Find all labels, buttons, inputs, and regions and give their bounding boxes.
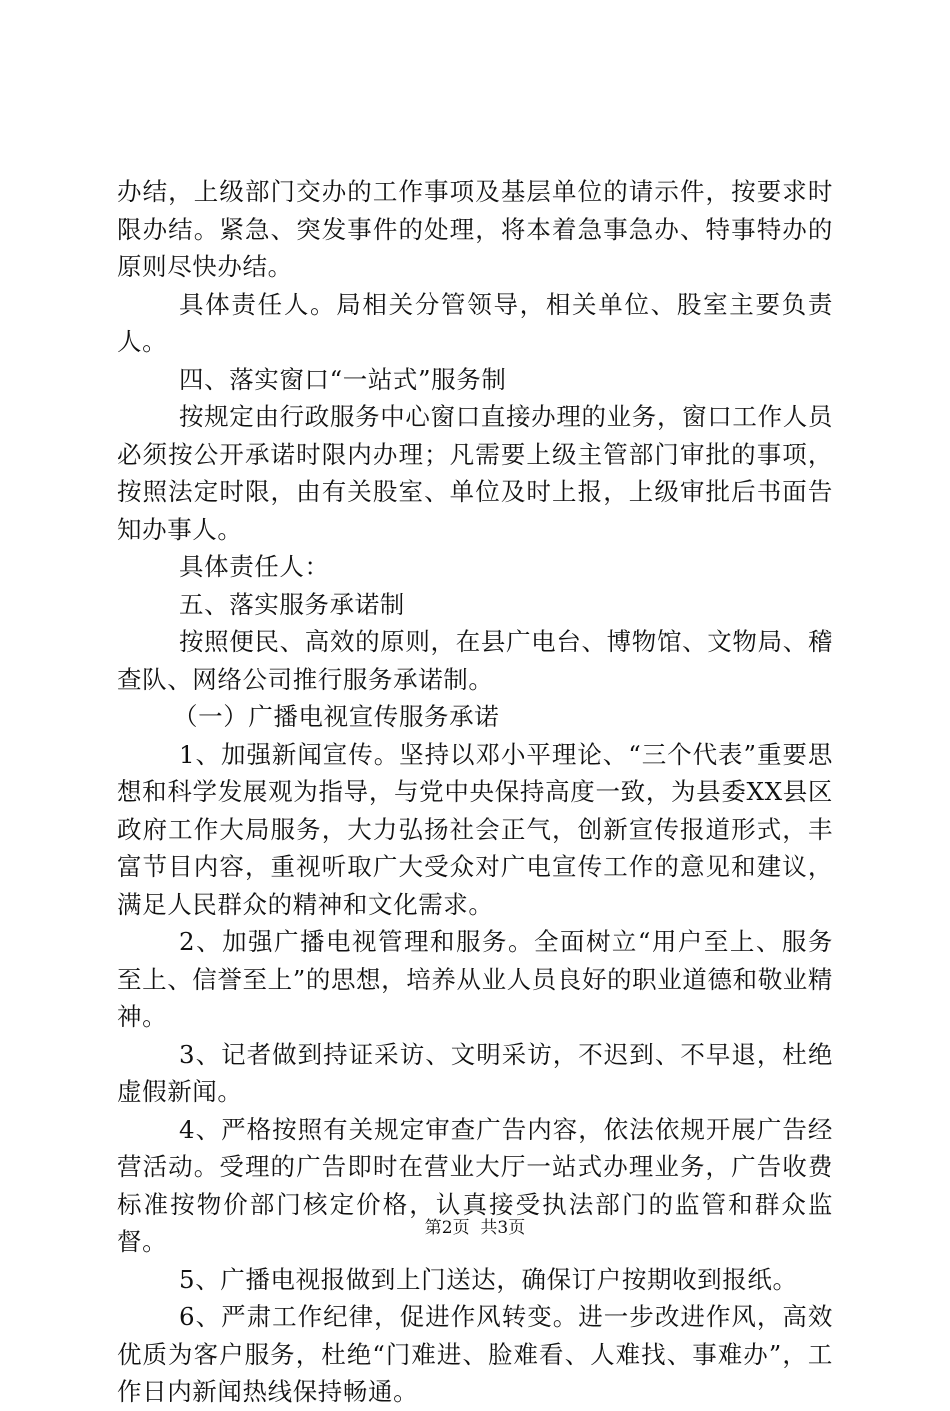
paragraph-window-service: 按规定由行政服务中心窗口直接办理的业务，窗口工作人员必须按公开承诺时限内办理；凡需要上级主管部门审批的事项，按照法定时限，由有关股室、单位及时上报，上级审批后书面告知办事人。: [117, 402, 833, 544]
list-item-5: 5、广播电视报做到上门送达，确保订户按期收到报纸。: [179, 1264, 798, 1294]
page-footer: 第2页 共3页: [424, 1218, 526, 1238]
list-item-4: 4、严格按照有关规定审查广告内容，依法依规开展广告经营活动。受理的广告即时在营业大厅一站式办理业务，广告收费标准按物价部门核定价格，认真接受执法部门的监管和群众监督。: [117, 1114, 833, 1256]
list-item-2: 2、加强广播电视管理和服务。全面树立“用户至上、服务至上、信誉至上”的思想，培养从业人员良好的职业道德和敬业精神。: [117, 927, 833, 1031]
subsection-heading-1: （一）广播电视宣传服务承诺: [173, 702, 500, 731]
paragraph-service-commitment: 按照便民、高效的原则，在县广电台、博物馆、文物局、稽查队、网络公司推行服务承诺制。: [117, 627, 833, 694]
section-heading-5: 五、落实服务承诺制: [179, 589, 405, 619]
section-heading-4: 四、落实窗口“一站式”服务制: [179, 364, 507, 394]
paragraph-responsible-person-2: 具体责任人：: [179, 552, 330, 581]
paragraph-responsible-person-1: 具体责任人。局相关分管领导，相关单位、股室主要负责人。: [117, 289, 833, 356]
list-item-1: 1、加强新闻宣传。坚持以邓小平理论、“三个代表”重要思想和科学发展观为指导，与党中央保持高度一致，为县委XX县区政府工作大局服务，大力弘扬社会正气，创新宣传报道形式，丰富节目内容，重视听取广大受众对广电宣传工作的意见和建议，满足人民群众的精神和文化需求。: [117, 739, 833, 919]
list-item-3: 3、记者做到持证采访、文明采访，不迟到、不早退，杜绝虚假新闻。: [117, 1039, 833, 1106]
list-item-6: 6、严肃工作纪律，促进作风转变。进一步改进作风，高效优质为客户服务，杜绝“门难进、脸难看、人难找、事难办”，工作日内新闻热线保持畅通。: [117, 1302, 833, 1406]
paragraph-continuation: 办结，上级部门交办的工作事项及基层单位的请示件，按要求时限办结。紧急、突发事件的处理，将本着急事急办、特事特办的原则尽快办结。: [117, 177, 833, 281]
